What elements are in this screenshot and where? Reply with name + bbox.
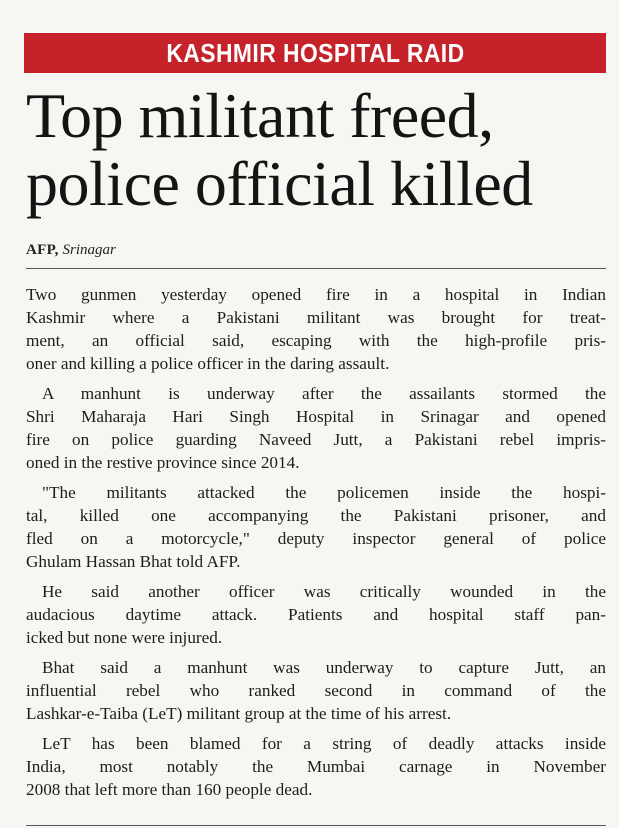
- paragraph-line: Bhat said a manhunt was underway to capture Jutt, an: [42, 658, 606, 677]
- paragraph-line: influential rebel who ranked second in command of the: [26, 681, 606, 700]
- bottom-divider: [26, 825, 606, 826]
- article-paragraph: [26, 481, 606, 573]
- paragraph-line: Shri Maharaja Hari Singh Hospital in Srinagar and opened: [26, 407, 606, 426]
- paragraph-line: oned in the restive province since 2014.: [26, 453, 300, 472]
- paragraph-line: icked but none were injured.: [26, 628, 223, 647]
- paragraph-line: A manhunt is underway after the assailants stormed the: [42, 384, 606, 403]
- byline: [26, 242, 116, 259]
- article-paragraph: [26, 732, 606, 801]
- paragraph-line: audacious daytime attack. Patients and hospital staff pan-: [26, 605, 606, 624]
- paragraph-line: 2008 that left more than 160 people dead.: [26, 780, 313, 799]
- paragraph-line: India, most notably the Mumbai carnage in November: [26, 757, 606, 776]
- article-paragraph: [26, 656, 606, 725]
- article-paragraph: [26, 283, 606, 375]
- article-paragraph: [26, 580, 606, 649]
- paragraph-line: oner and killing a police officer in the daring assault.: [26, 354, 390, 373]
- paragraph-line: He said another officer was critically wounded in the: [42, 582, 606, 601]
- paragraph-line: Two gunmen yesterday opened fire in a hospital in Indian: [26, 285, 606, 304]
- paragraph-line: Kashmir where a Pakistani militant was brought for treat-: [26, 308, 606, 327]
- headline: [26, 82, 616, 218]
- paragraph-line: fled on a motorcycle," deputy inspector general of police: [26, 529, 606, 548]
- article-body: [26, 283, 606, 808]
- paragraph-line: "The militants attacked the policemen inside the hospi-: [42, 483, 606, 502]
- headline-line-1: Top militant freed,: [26, 80, 494, 151]
- headline-line-2: police official killed: [26, 148, 533, 219]
- section-kicker-banner: [24, 33, 606, 73]
- paragraph-line: Lashkar-e-Taiba (LeT) militant group at the time of his arrest.: [26, 704, 452, 723]
- byline-dateline: Srinagar: [62, 242, 116, 258]
- byline-agency: AFP,: [26, 242, 59, 258]
- top-divider: [26, 268, 606, 269]
- paragraph-line: ment, an official said, escaping with the high-profile pris-: [26, 331, 606, 350]
- paragraph-line: Ghulam Hassan Bhat told AFP.: [26, 552, 241, 571]
- paragraph-line: tal, killed one accompanying the Pakistani prisoner, and: [26, 506, 606, 525]
- article-paragraph: [26, 382, 606, 474]
- paragraph-line: fire on police guarding Naveed Jutt, a Pakistani rebel impris-: [26, 430, 606, 449]
- kicker-label: KASHMIR HOSPITAL RAID: [165, 37, 465, 68]
- paragraph-line: LeT has been blamed for a string of deadly attacks inside: [42, 734, 606, 753]
